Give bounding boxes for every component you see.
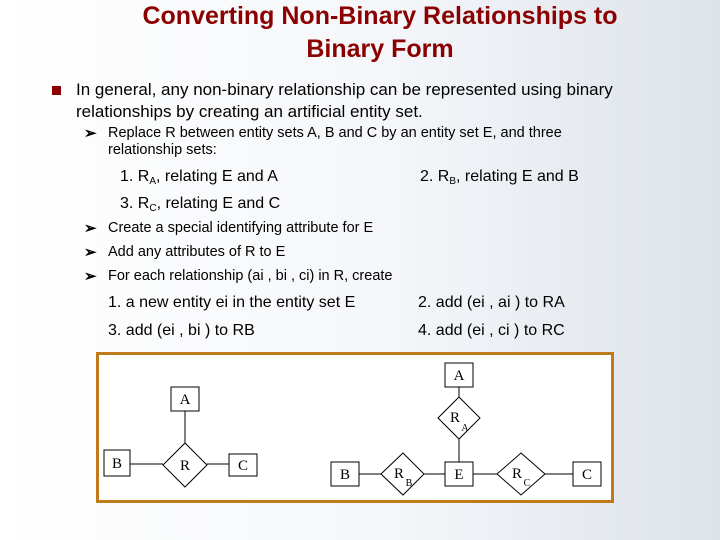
- arrow-bullet-icon: ➢: [84, 244, 97, 261]
- slide-title: [0, 0, 720, 66]
- sub-bullet-replace-line-1: Replace R between entity sets A, B and C by an entity set E, and three: [108, 125, 562, 141]
- entity-a-left-label: A: [179, 392, 191, 408]
- entity-b-right-label: B: [339, 467, 351, 483]
- square-bullet-icon: [52, 86, 61, 95]
- step-4: 4. add (ei , ci ) to RC: [418, 322, 565, 339]
- relation-rc-label: R: [511, 466, 523, 482]
- sub-bullet-for-each: For each relationship (ai , bi , ci) in R, create: [108, 268, 393, 284]
- bullet-general-line-2: relationships by creating an artificial entity set.: [76, 102, 423, 121]
- step-1: 1. a new entity ei in the entity set E: [108, 294, 356, 311]
- relation-ra-label: R: [449, 410, 461, 426]
- relset-item-1: [120, 168, 278, 187]
- entity-b-left-label: B: [111, 456, 123, 472]
- arrow-bullet-icon: ➢: [84, 125, 97, 142]
- entity-c-left-label: C: [237, 458, 249, 474]
- relset-item-1-label: 1. R: [120, 168, 150, 185]
- relset-item-3-rest: , relating E and C: [156, 195, 281, 212]
- relset-item-3-sub: C: [149, 203, 157, 214]
- relation-ra-sub: A: [461, 423, 469, 434]
- er-diagram: [99, 355, 611, 500]
- entity-a-right-label: A: [453, 368, 465, 384]
- er-diagram-frame: [96, 352, 614, 503]
- relation-rb-label: R: [393, 466, 405, 482]
- relation-r-label: R: [179, 458, 191, 474]
- title-line-1: Converting Non-Binary Relationships to: [142, 2, 618, 30]
- sub-bullet-replace: [108, 125, 708, 159]
- relset-item-2-label: 2. R: [420, 168, 450, 185]
- sub-bullet-identifying: Create a special identifying attribute for E: [108, 220, 374, 236]
- entity-e-label: E: [454, 467, 464, 483]
- arrow-bullet-icon: ➢: [84, 220, 97, 237]
- sub-bullet-replace-line-2: relationship sets:: [108, 142, 217, 158]
- relset-item-3-label: 3. R: [120, 195, 150, 212]
- entity-c-right-label: C: [581, 467, 593, 483]
- relation-rb-sub: B: [405, 478, 413, 489]
- relset-item-2-rest: , relating E and B: [456, 168, 579, 185]
- relset-item-2-sub: B: [449, 176, 457, 187]
- relation-rc-sub: C: [523, 478, 531, 489]
- relset-item-1-sub: A: [149, 176, 157, 187]
- arrow-bullet-icon: ➢: [84, 268, 97, 285]
- bullet-general-line-1: In general, any non-binary relationship can be represented using binary: [76, 80, 613, 99]
- relset-item-2: [420, 168, 579, 187]
- step-2: 2. add (ei , ai ) to RA: [418, 294, 565, 311]
- relset-item-1-rest: , relating E and A: [156, 168, 278, 185]
- bullet-general: [76, 79, 706, 123]
- sub-bullet-attributes: Add any attributes of R to E: [108, 244, 286, 260]
- title-line-2: Binary Form: [306, 35, 454, 63]
- step-3: 3. add (ei , bi ) to RB: [108, 322, 255, 339]
- relset-item-3: [120, 195, 280, 214]
